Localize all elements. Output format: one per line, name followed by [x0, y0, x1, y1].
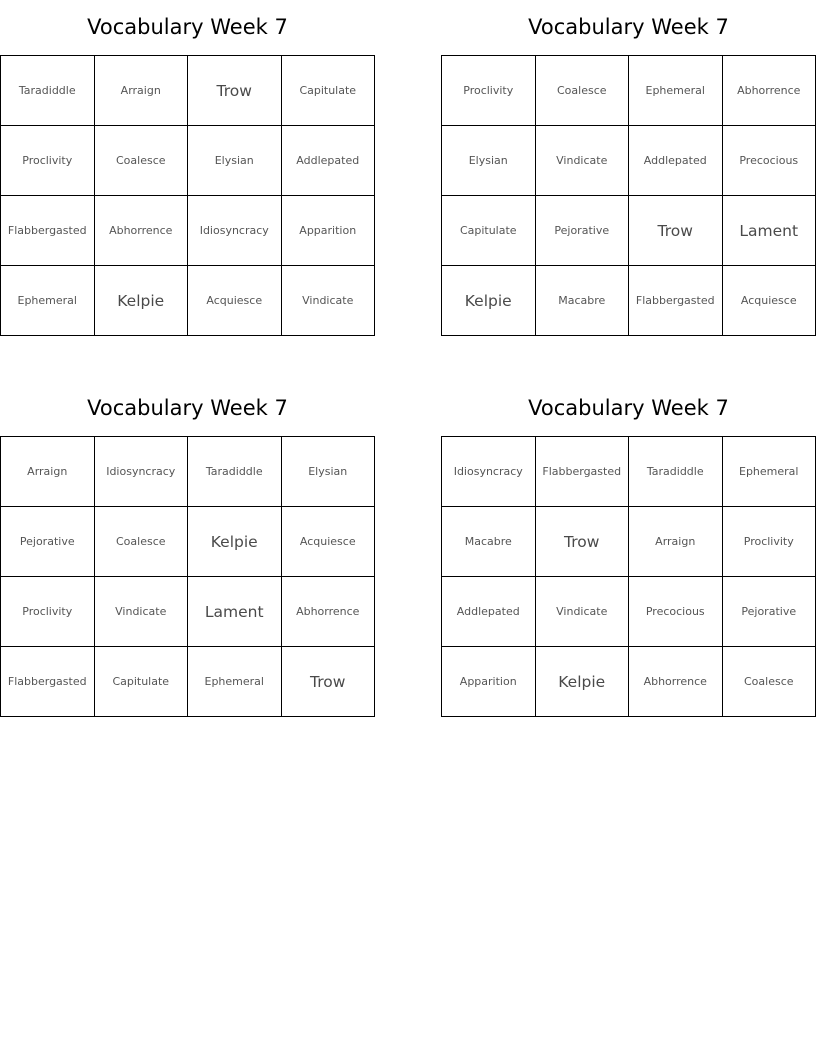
word-grid	[0, 55, 375, 336]
word-cell: Taradiddle	[1, 56, 95, 126]
word-cell: Trow	[282, 647, 376, 717]
word-cell: Flabbergasted	[1, 196, 95, 266]
word-cell: Addlepated	[629, 126, 723, 196]
word-cell: Arraign	[629, 507, 723, 577]
word-cell: Coalesce	[536, 56, 630, 126]
word-cell: Vindicate	[282, 266, 376, 336]
word-cell: Flabbergasted	[629, 266, 723, 336]
word-cell: Macabre	[442, 507, 536, 577]
card-title: Vocabulary Week 7	[87, 15, 288, 39]
word-cell: Trow	[188, 56, 282, 126]
word-cell: Apparition	[442, 647, 536, 717]
word-cell: Abhorrence	[282, 577, 376, 647]
word-cell: Precocious	[723, 126, 816, 196]
word-cell: Abhorrence	[629, 647, 723, 717]
bingo-card-4	[441, 381, 816, 717]
word-cell: Idiosyncracy	[95, 437, 189, 507]
word-cell: Ephemeral	[1, 266, 95, 336]
word-cell: Trow	[536, 507, 630, 577]
word-cell: Kelpie	[95, 266, 189, 336]
word-cell: Addlepated	[282, 126, 376, 196]
word-cell: Vindicate	[536, 126, 630, 196]
bingo-card-3	[0, 381, 375, 717]
card-title: Vocabulary Week 7	[528, 15, 729, 39]
bingo-card-1	[0, 0, 375, 336]
card-title: Vocabulary Week 7	[528, 396, 729, 420]
word-cell: Taradiddle	[629, 437, 723, 507]
word-cell: Capitulate	[95, 647, 189, 717]
word-cell: Macabre	[536, 266, 630, 336]
word-cell: Ephemeral	[629, 56, 723, 126]
word-cell: Vindicate	[536, 577, 630, 647]
word-cell: Proclivity	[1, 126, 95, 196]
word-cell: Coalesce	[95, 126, 189, 196]
word-cell: Precocious	[629, 577, 723, 647]
word-cell: Elysian	[282, 437, 376, 507]
word-cell: Addlepated	[442, 577, 536, 647]
bingo-card-2	[441, 0, 816, 336]
word-cell: Idiosyncracy	[188, 196, 282, 266]
word-cell: Proclivity	[1, 577, 95, 647]
word-cell: Capitulate	[442, 196, 536, 266]
word-cell: Pejorative	[723, 577, 816, 647]
word-cell: Idiosyncracy	[442, 437, 536, 507]
word-cell: Coalesce	[723, 647, 816, 717]
card-title: Vocabulary Week 7	[87, 396, 288, 420]
word-cell: Proclivity	[723, 507, 816, 577]
word-cell: Taradiddle	[188, 437, 282, 507]
word-cell: Lament	[188, 577, 282, 647]
word-cell: Pejorative	[536, 196, 630, 266]
word-cell: Arraign	[1, 437, 95, 507]
word-cell: Acquiesce	[188, 266, 282, 336]
word-cell: Elysian	[442, 126, 536, 196]
word-cell: Lament	[723, 196, 816, 266]
word-cell: Ephemeral	[188, 647, 282, 717]
word-cell: Apparition	[282, 196, 376, 266]
word-cell: Capitulate	[282, 56, 376, 126]
word-cell: Arraign	[95, 56, 189, 126]
word-cell: Vindicate	[95, 577, 189, 647]
word-cell: Flabbergasted	[1, 647, 95, 717]
word-cell: Proclivity	[442, 56, 536, 126]
word-cell: Trow	[629, 196, 723, 266]
word-cell: Abhorrence	[723, 56, 816, 126]
word-grid	[0, 436, 375, 717]
word-cell: Flabbergasted	[536, 437, 630, 507]
word-cell: Elysian	[188, 126, 282, 196]
word-cell: Coalesce	[95, 507, 189, 577]
word-cell: Kelpie	[188, 507, 282, 577]
word-cell: Kelpie	[442, 266, 536, 336]
word-grid	[441, 436, 816, 717]
word-cell: Kelpie	[536, 647, 630, 717]
word-cell: Pejorative	[1, 507, 95, 577]
word-grid	[441, 55, 816, 336]
word-cell: Ephemeral	[723, 437, 816, 507]
word-cell: Acquiesce	[723, 266, 816, 336]
word-cell: Abhorrence	[95, 196, 189, 266]
word-cell: Acquiesce	[282, 507, 376, 577]
